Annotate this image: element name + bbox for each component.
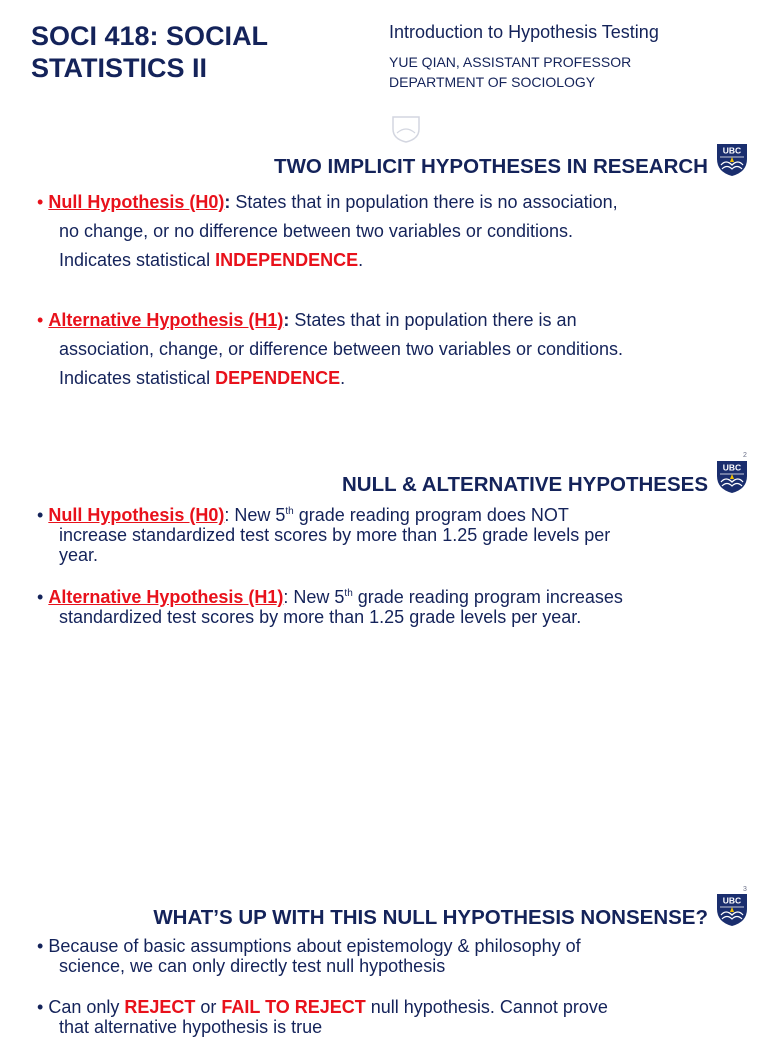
independence-keyword: INDEPENDENCE (215, 250, 359, 270)
bullet-marker: • (37, 505, 44, 525)
ubc-logo-text: UBC (722, 895, 742, 906)
slide3-heading: WHAT’S UP WITH THIS NULL HYPOTHESIS NONSENSE? (153, 906, 708, 929)
lecture-title: Introduction to Hypothesis Testing (389, 22, 659, 42)
alt-line3 (37, 364, 747, 393)
ubc-logo-text: UBC (722, 462, 742, 473)
ordinal-suffix: th (285, 506, 294, 517)
alt-text-pre: : New 5 (283, 587, 345, 607)
slide1-heading: TWO IMPLICIT HYPOTHESES IN RESEARCH (274, 155, 708, 178)
term-colon: : (224, 192, 231, 212)
ubc-logo-icon (716, 460, 748, 494)
course-title: SOCI 418: SOCIAL STATISTICS II (31, 21, 269, 83)
presenter-info (389, 52, 631, 92)
slide-number: 3 (743, 886, 747, 893)
alt-line3-period: . (340, 368, 346, 388)
bullet-marker: • (37, 587, 44, 607)
slide3-bullet-epistemology (37, 936, 737, 976)
slide2-heading: NULL & ALTERNATIVE HYPOTHESES (342, 473, 708, 496)
alt-line2: association, change, or difference between two variables or conditions. (59, 339, 624, 359)
alt-line2: standardized test scores by more than 1.25 grade levels per year. (59, 607, 582, 627)
alternative-hypothesis-term: Alternative Hypothesis (H1) (48, 310, 284, 330)
slide2-alternative-hypothesis (37, 587, 747, 627)
alt-text-post: grade reading program increases (352, 587, 623, 607)
ordinal-suffix: th (344, 588, 353, 599)
bullet-marker: • (37, 192, 44, 212)
slide1-alternative-hypothesis (37, 306, 747, 393)
b2-text-post: null hypothesis. Cannot prove (365, 997, 608, 1017)
presenter-department: DEPARTMENT OF SOCIOLOGY (389, 74, 596, 90)
b2-line2: that alternative hypothesis is true (59, 1017, 323, 1037)
presenter-name: YUE QIAN, ASSISTANT PROFESSOR (389, 54, 632, 70)
null-line2: no change, or no difference between two variables or conditions. (59, 221, 573, 241)
ubc-logo-icon (716, 143, 748, 177)
null-hypothesis-term: Null Hypothesis (H0) (48, 192, 225, 212)
null-text-post: grade reading program does NOT (293, 505, 569, 525)
ubc-logo-icon (716, 893, 748, 927)
null-text-pre: : New 5 (224, 505, 286, 525)
b1-line1: Because of basic assumptions about epistemology & philosophy of (43, 936, 581, 956)
null-line1: States that in population there is no association, (230, 192, 618, 212)
null-line3: year. (59, 545, 99, 565)
null-line3-period: . (358, 250, 364, 270)
b2-text-pre: Can only (43, 997, 125, 1017)
slide3-bullet-reject (37, 997, 737, 1037)
dependence-keyword: DEPENDENCE (215, 368, 341, 388)
null-line3-text: Indicates statistical (59, 250, 216, 270)
slide1-null-hypothesis (37, 188, 737, 275)
slide-number: 2 (743, 452, 747, 459)
slide2-null-hypothesis (37, 505, 737, 565)
alt-line3-text: Indicates statistical (59, 368, 216, 388)
bullet-marker: • (37, 997, 44, 1017)
term-colon: : (283, 310, 290, 330)
b2-text-mid: or (195, 997, 222, 1017)
bullet-marker: • (37, 936, 44, 956)
null-line3 (37, 246, 737, 275)
fail-to-reject-keyword: FAIL TO REJECT (221, 997, 366, 1017)
reject-keyword: REJECT (124, 997, 196, 1017)
ubc-crest-icon (391, 115, 421, 143)
alt-line1: States that in population there is an (289, 310, 577, 330)
alternative-hypothesis-term: Alternative Hypothesis (H1) (48, 587, 284, 607)
b1-line2: science, we can only directly test null hypothesis (59, 956, 446, 976)
null-line2: increase standardized test scores by more than 1.25 grade levels per (59, 525, 611, 545)
null-hypothesis-term: Null Hypothesis (H0) (48, 505, 225, 525)
ubc-logo-text: UBC (722, 145, 742, 156)
bullet-marker: • (37, 310, 44, 330)
